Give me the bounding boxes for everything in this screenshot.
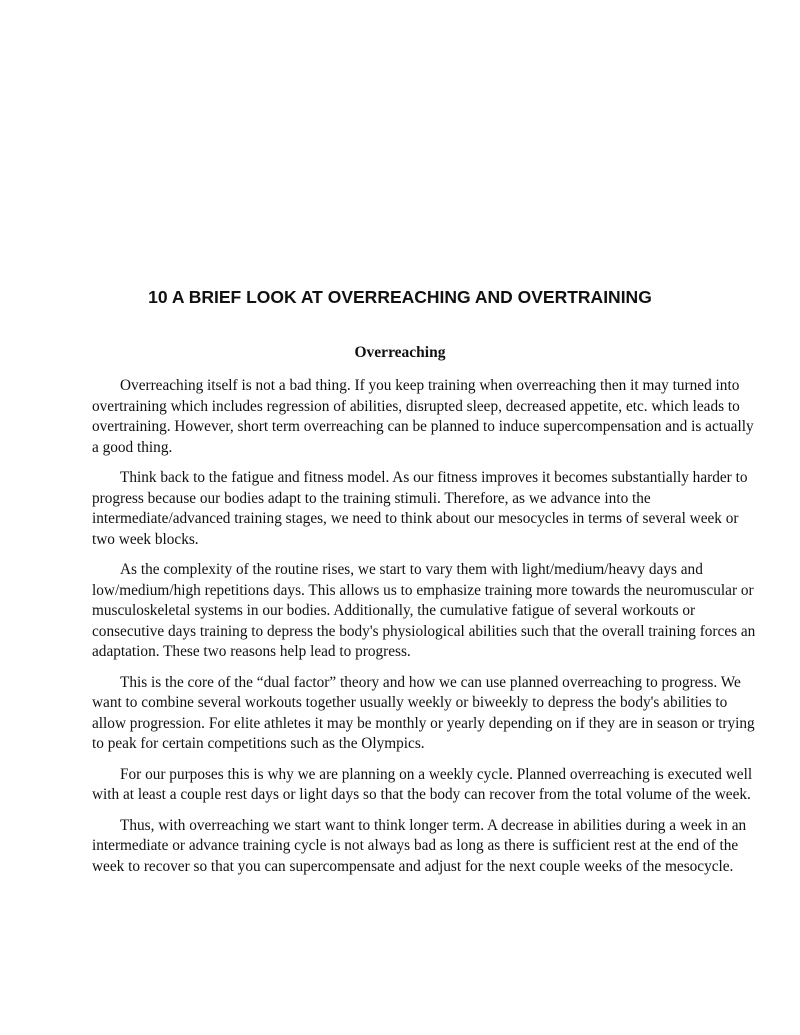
paragraph: Think back to the fatigue and fitness model. As our fitness improves it becomes substantially harder to progress because our bodies adapt to the training stimuli. Therefore, as we advance into the intermediate/advanced training stages, we need to think about our mesocycles in terms of several week or two week blocks.	[92, 469, 748, 548]
paragraph: Thus, with overreaching we start want to think longer term. A decrease in abilities during a week in an intermediate or advance training cycle is not always bad as long as there is sufficient rest at the end of the week to recover so that you can supercompensate and adjust for the next couple weeks of the mesocycle.	[92, 816, 747, 875]
chapter-title: 10 A BRIEF LOOK AT OVERREACHING AND OVERTRAINING	[148, 287, 652, 307]
body-text	[92, 376, 760, 887]
paragraph: As the complexity of the routine rises, we start to vary them with light/medium/heavy days and low/medium/high repetitions days. This allows us to emphasize training more towards the neuromuscular or musculoskeletal systems in our bodies. Additionally, the cumulative fatigue of several workouts or consecutive days training to depress the body's physiological abilities such that the overall training forces an adaptation. These two reasons help lead to progress.	[92, 561, 756, 660]
paragraph: For our purposes this is why we are planning on a weekly cycle. Planned overreaching is executed well with at least a couple rest days or light days so that the body can recover from the total volume of the week.	[92, 765, 753, 803]
paragraph: This is the core of the “dual factor” theory and how we can use planned overreaching to progress. We want to combine several workouts together usually weekly or biweekly to depress the body's abilities to allow progression. For elite athletes it may be monthly or yearly depending on if they are in season or trying to peak for certain competitions such as the Olympics.	[92, 673, 755, 752]
section-heading: Overreaching	[354, 344, 446, 361]
paragraph: Overreaching itself is not a bad thing. If you keep training when overreaching then it may turned into overtraining which includes regression of abilities, disrupted sleep, decreased appetite, etc. which leads to overtraining. However, short term overreaching can be planned to induce supercompensation and is actually a good thing.	[92, 377, 754, 456]
